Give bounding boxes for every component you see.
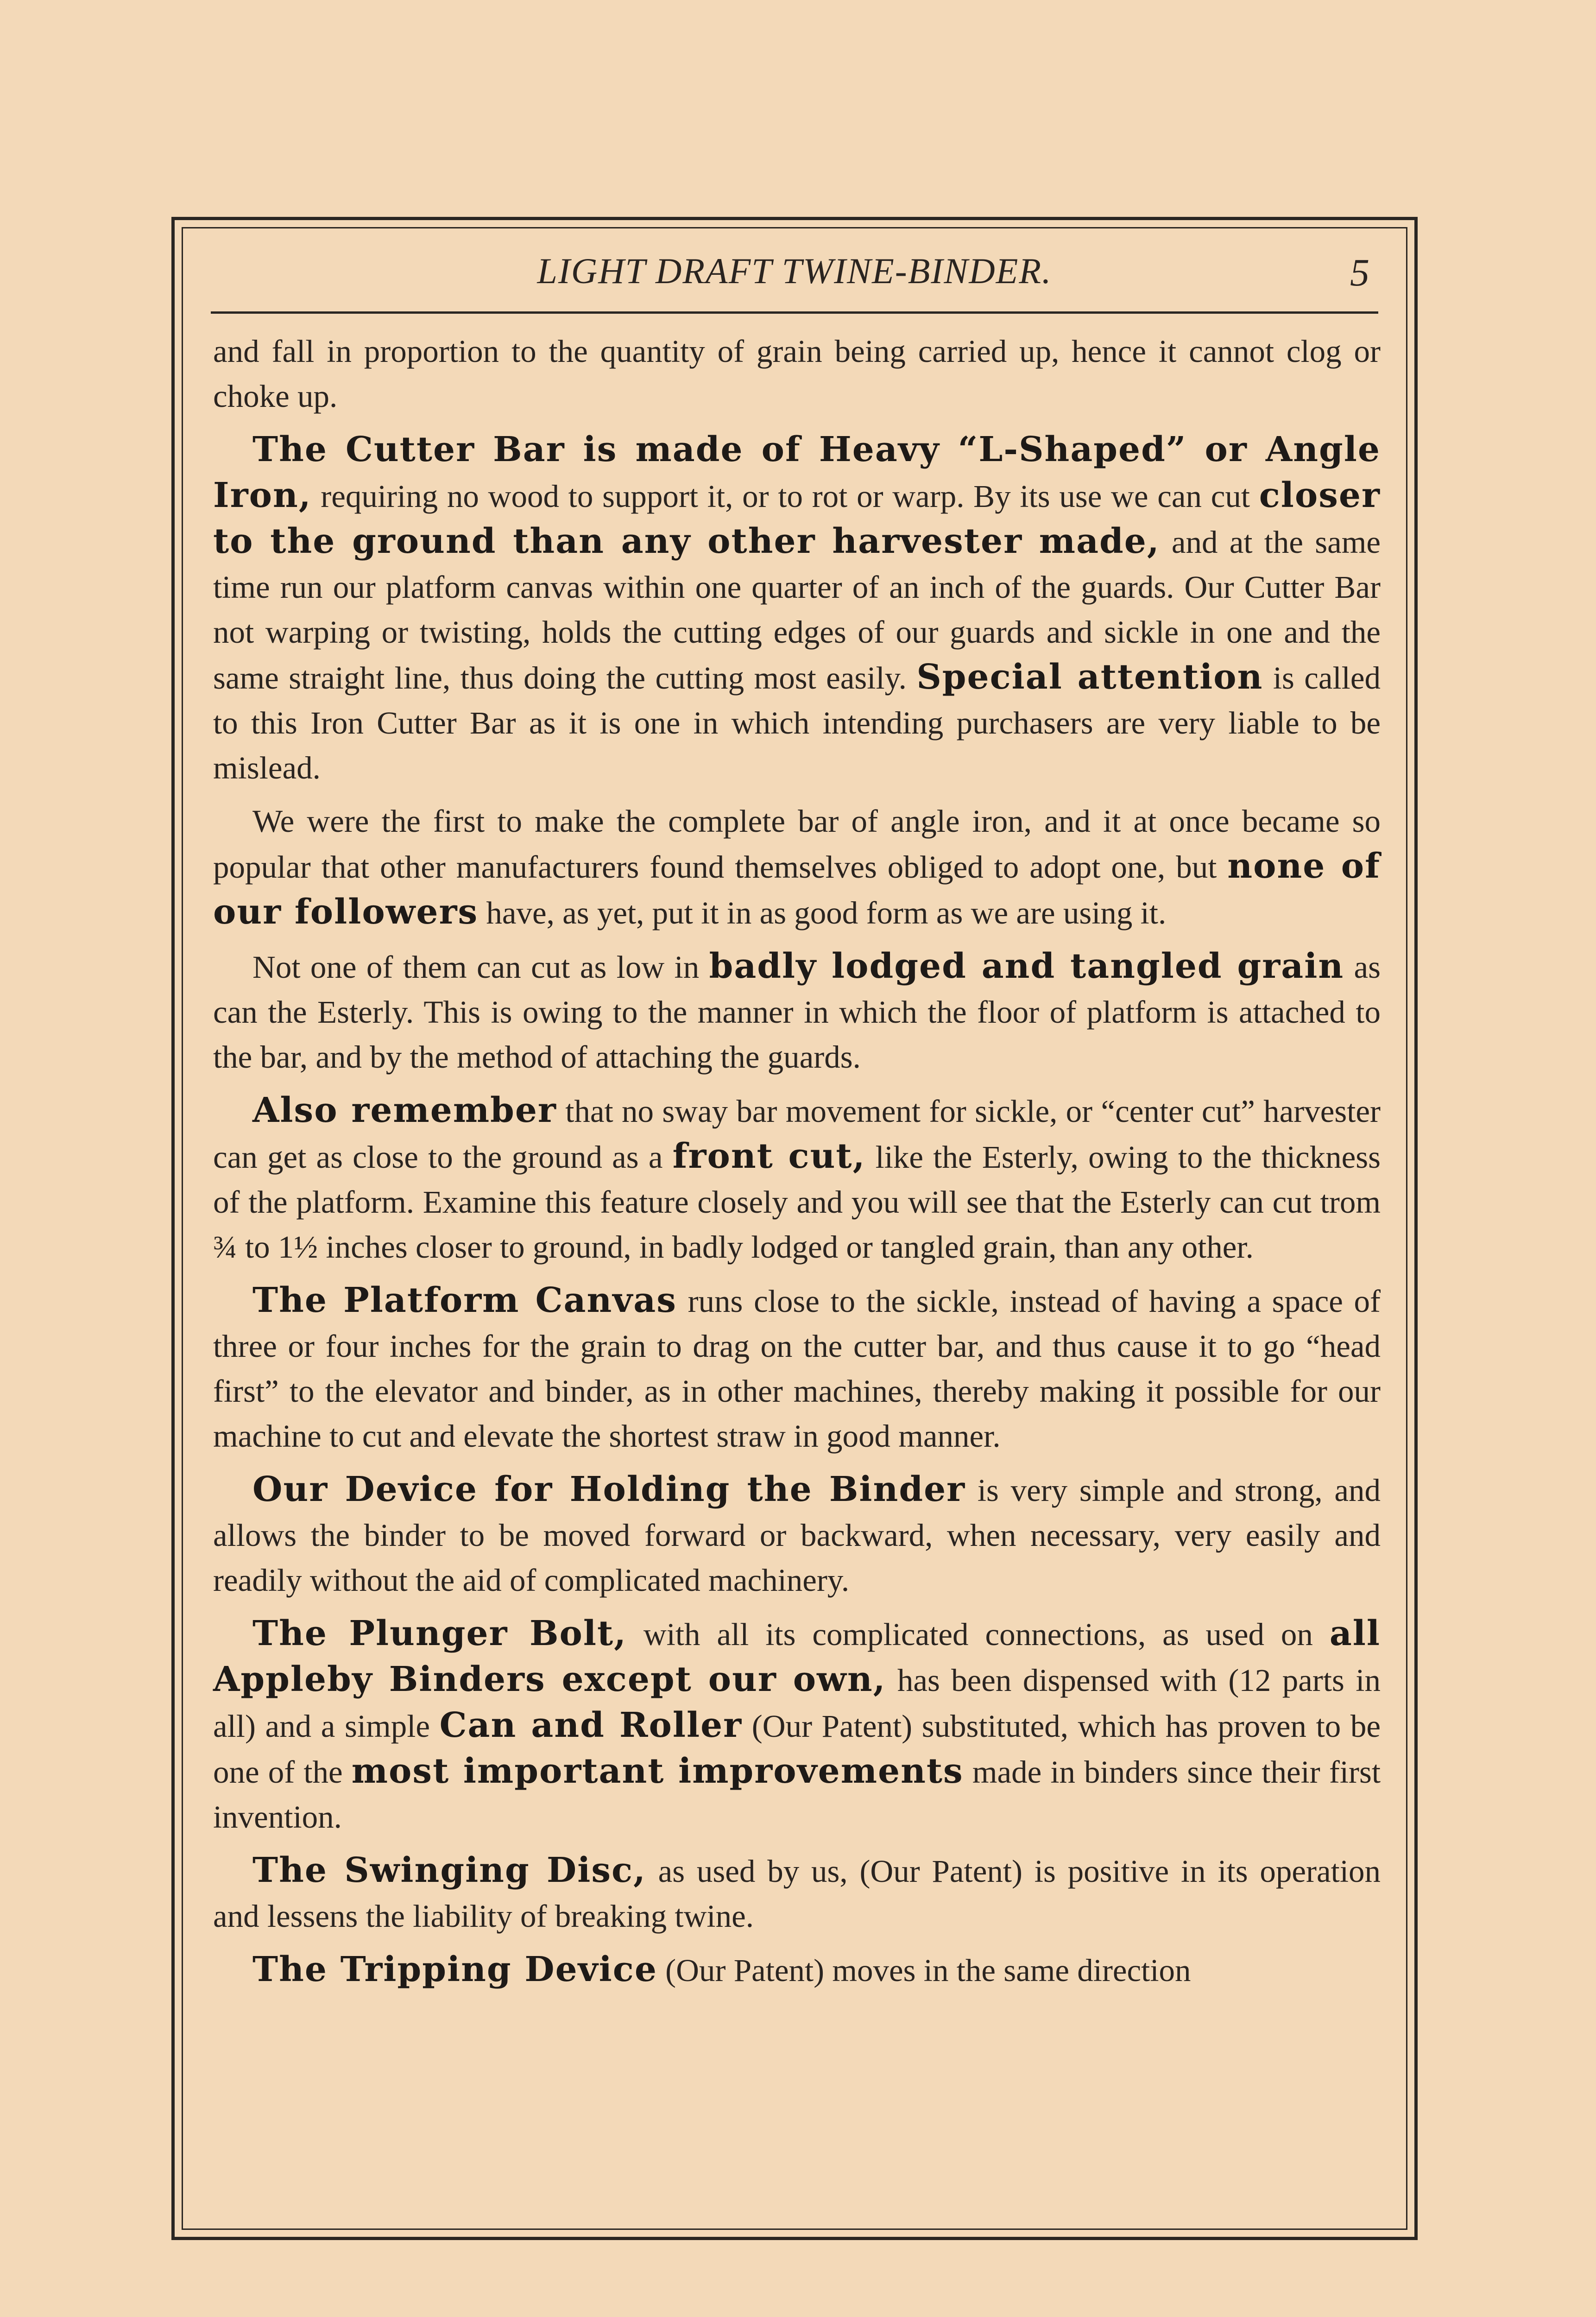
- bold-emphasis: Can and Roller: [439, 1705, 743, 1745]
- paragraph-3: [213, 944, 1381, 1080]
- text-run: and fall in proportion to the quantity of grain being carried up, hence it cannot clog or choke up.: [213, 334, 1381, 414]
- paragraph-4: [213, 1088, 1381, 1270]
- bold-heading: The Swinging Disc,: [252, 1850, 646, 1890]
- bold-emphasis: badly lodged and tangled grain: [709, 946, 1344, 986]
- paragraph-0: [213, 329, 1381, 419]
- bold-emphasis: all Appleby Binders except our own,: [213, 1614, 1381, 1699]
- bold-heading: The Platform Canvas: [252, 1280, 677, 1320]
- text-run: requiring no wood to support it, or to rot or warp. By its use we can cut: [311, 479, 1259, 514]
- bold-emphasis: front cut,: [672, 1136, 866, 1176]
- bold-emphasis: none of our followers: [213, 846, 1381, 932]
- text-run: is very simple and strong, and allows the binder to be moved forward or backward, when necessary, very easily and readily without the aid of complicated machinery.: [213, 1473, 1381, 1598]
- text-run: with all its complicated connections, as used on: [626, 1617, 1330, 1652]
- bold-heading: The Cutter Bar is made of Heavy “L-Shaped” or Angle Iron,: [213, 430, 1381, 515]
- bold-emphasis: Special attention: [916, 657, 1263, 697]
- paragraph-8: [213, 1848, 1381, 1939]
- paragraph-5: [213, 1278, 1381, 1459]
- text-run: has been dispensed with (12 parts in all) and a simple: [213, 1663, 1381, 1744]
- text-run: have, as yet, put it in as good form as we are using it.: [478, 895, 1167, 931]
- body-text: [213, 329, 1381, 2001]
- text-run: as can the Esterly. This is owing to the manner in which the floor of platform is attached to the bar, and by the method of attaching the guards.: [213, 950, 1381, 1075]
- text-run: as used by us, (Our Patent) is positive in its operation and lessens the liability of breaking twine.: [213, 1854, 1381, 1934]
- paragraph-9: [213, 1947, 1381, 1993]
- running-title: LIGHT DRAFT TWINE-BINDER.: [537, 251, 1052, 291]
- header-rule: [211, 311, 1378, 314]
- paragraph-2: [213, 799, 1381, 936]
- text-run: that no sway bar movement for sickle, or “center cut” harvester can get as close to the ground as a: [213, 1094, 1381, 1175]
- page-header: [182, 250, 1407, 301]
- bold-heading: The Plunger Bolt,: [252, 1614, 627, 1653]
- bold-emphasis: most important improvements: [351, 1751, 964, 1791]
- text-run: (Our Patent) moves in the same direction: [657, 1953, 1191, 1988]
- text-run: (Our Patent) substituted, which has proven to be one of the: [213, 1709, 1381, 1790]
- paragraph-6: [213, 1467, 1381, 1603]
- bold-heading: Also remember: [252, 1090, 557, 1130]
- paragraph-1: [213, 427, 1381, 791]
- text-run: We were the first to make the complete bar of angle iron, and it at once became so popular that other manufacturers found themselves obliged to adopt one, but: [213, 804, 1381, 885]
- bold-heading: Our Device for Holding the Binder: [252, 1469, 966, 1509]
- text-run: made in binders since their first invention.: [213, 1754, 1381, 1835]
- text-run: like the Esterly, owing to the thickness of the platform. Examine this feature closely and you will see that the Esterly can cut trom ¾ to 1½ inches closer to ground, in badly lodged or tangled grain, than any other.: [213, 1140, 1381, 1265]
- bold-heading: The Tripping Device: [252, 1950, 657, 1989]
- bold-emphasis: closer to the ground than any other harvester made,: [213, 475, 1381, 561]
- paragraph-7: [213, 1611, 1381, 1840]
- page-number: 5: [1350, 251, 1369, 294]
- text-run: Not one of them can cut as low in: [252, 950, 709, 985]
- text-run: is called to this Iron Cutter Bar as it is one in which intending purchasers are very liable to be mislead.: [213, 660, 1381, 785]
- text-run: and at the same time run our platform canvas within one quarter of an inch of the guards. Our Cutter Bar not warping or twisting, holds the cutting edges of our guards and sickle in one and the same straight line, thus doing the cutting most easily.: [213, 525, 1381, 696]
- text-run: runs close to the sickle, instead of having a space of three or four inches for the grain to drag on the cutter bar, and thus cause it to go “head first” to the elevator and binder, as in other machines, thereby making it possible for our machine to cut and elevate the shortest straw in good manner.: [213, 1284, 1381, 1454]
